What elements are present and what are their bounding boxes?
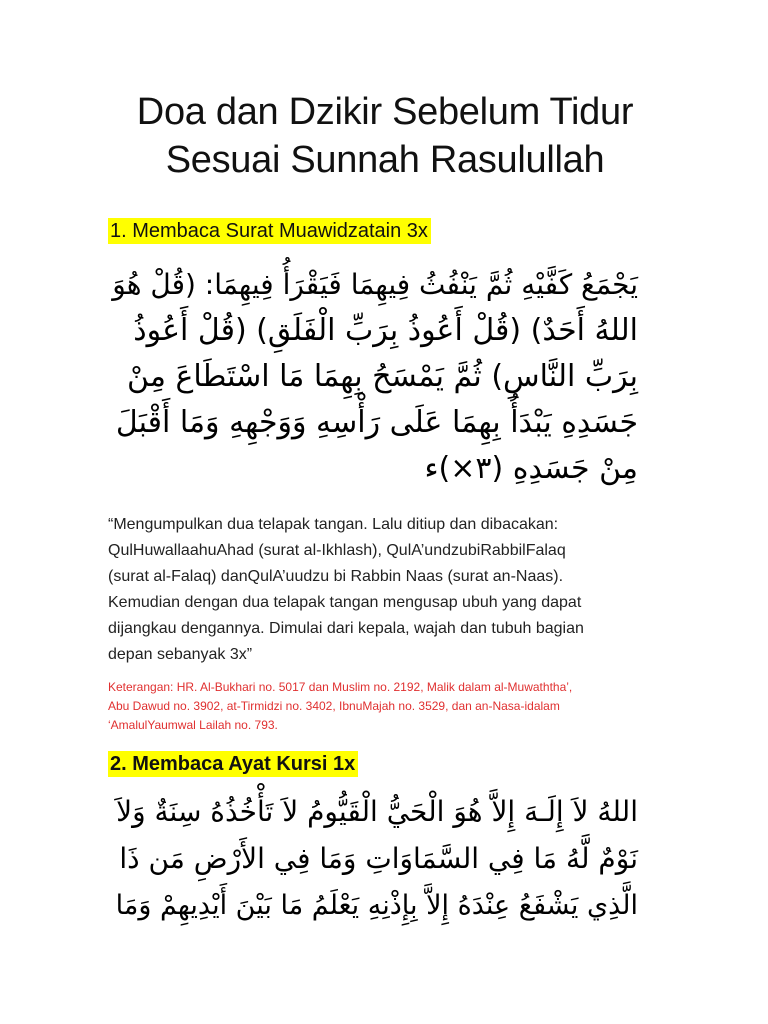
translation-line: depan sebanyak 3x”	[108, 646, 253, 663]
arabic-line: اللهُ لاَ إِلَـهَ إِلاَّ هُوَ الْحَيُّ الْقَيُّومُ لاَ تَأْخُذُهُ سِنَةٌ وَلاَ	[116, 795, 638, 828]
title-line-2: Sesuai Sunnah Rasulullah	[165, 139, 605, 181]
title-line-1: Doa dan Dzikir Sebelum Tidur	[136, 91, 634, 133]
note-line: Abu Dawud no. 3902, at-Tirmidzi no. 3402, IbnuMajah no. 3529, dan an-Nasa-idalam	[108, 699, 560, 713]
arabic-line: نَوْمٌ لَّهُ مَا فِي السَّمَاوَاتِ وَمَا فِي الأَرْضِ مَن ذَا	[119, 842, 638, 875]
section-heading-muawidzatain: 1. Membaca Surat Muawidzatain 3x	[108, 218, 431, 244]
arabic-text-ayat-kursi	[108, 788, 638, 929]
arabic-line: مِنْ جَسَدِهِ (٣×)ء	[424, 451, 638, 486]
section-heading-ayat-kursi: 2. Membaca Ayat Kursi 1x	[108, 751, 358, 777]
arabic-line: اللهُ أَحَدٌ) (قُلْ أَعُوذُ بِرَبِّ الْفَلَقِ) (قُلْ أَعُوذُ	[133, 313, 638, 348]
translation-line: dijangkau dengannya. Dimulai dari kepala, wajah dan tubuh bagian	[108, 620, 584, 637]
translation-line: “Mengumpulkan dua telapak tangan. Lalu ditiup dan dibacakan:	[108, 516, 559, 533]
arabic-text-muawidzatain	[108, 262, 638, 492]
note-line: Keterangan: HR. Al-Bukhari no. 5017 dan Muslim no. 2192, Malik dalam al-Muwaththa’,	[108, 680, 573, 694]
note-line: ‘AmalulYaumwal Lailah no. 793.	[108, 718, 278, 732]
translation-line: (surat al-Falaq) danQulA’uudzu bi Rabbin Naas (surat an-Naas).	[108, 568, 564, 585]
translation-line: QulHuwallaahuAhad (surat al-Ikhlash), QulA’undzubiRabbilFalaq	[108, 542, 566, 559]
arabic-line: الَّذِي يَشْفَعُ عِنْدَهُ إِلاَّ بِإِذْنِهِ يَعْلَمُ مَا بَيْنَ أَيْدِيهِمْ وَمَا	[115, 890, 638, 921]
translation-line: Kemudian dengan dua telapak tangan mengusap ubuh yang dapat	[108, 594, 582, 611]
translation-paragraph	[108, 512, 628, 668]
arabic-line: بِرَبِّ النَّاسِ) ثُمَّ يَمْسَحُ بِهِمَا مَا اسْتَطَاعَ مِنْ	[127, 359, 638, 394]
reference-note	[108, 678, 638, 735]
arabic-line: يَجْمَعُ كَفَّيْهِ ثُمَّ يَنْفُثُ فِيهِمَا فَيَقْرَأُ فِيهِمَا: (قُلْ هُوَ	[112, 268, 638, 301]
arabic-line: جَسَدِهِ يَبْدَأُ بِهِمَا عَلَى رَأْسِهِ وَوَجْهِهِ وَمَا أَقْبَلَ	[115, 405, 638, 440]
page-title	[60, 88, 710, 184]
